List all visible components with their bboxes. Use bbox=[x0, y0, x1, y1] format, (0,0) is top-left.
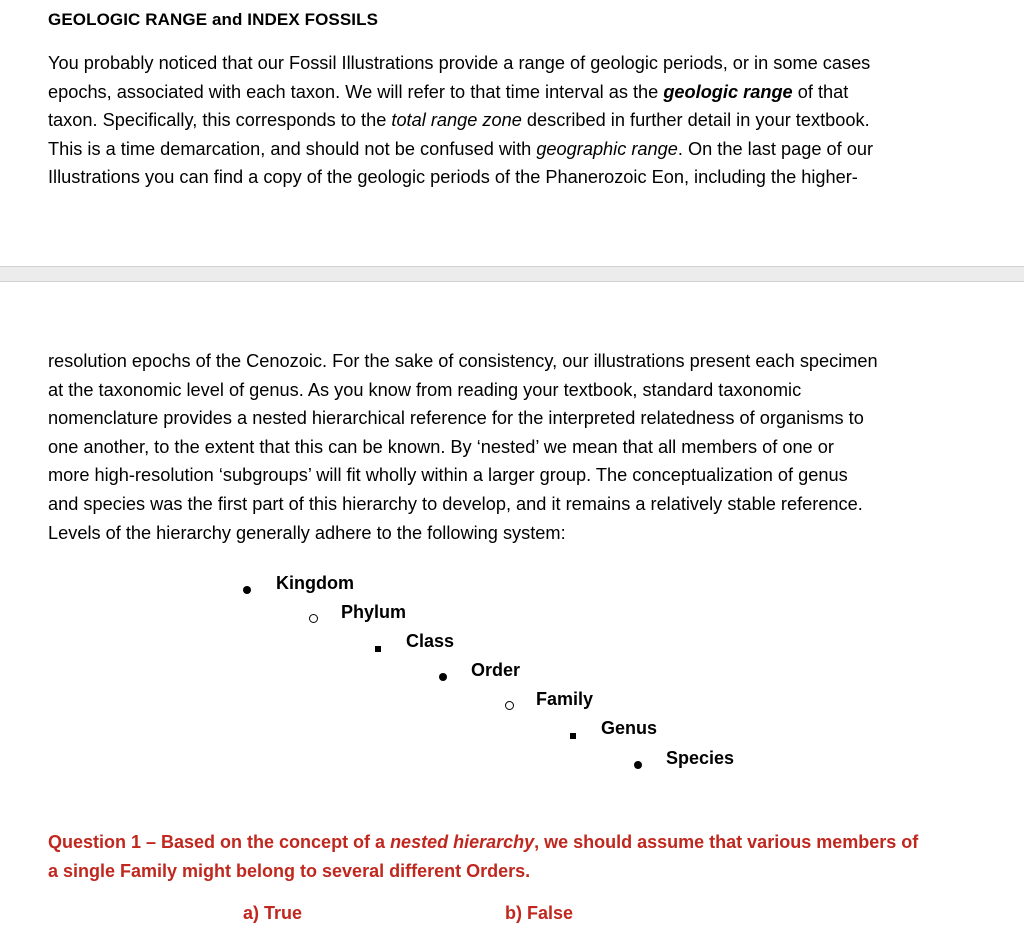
bullet-square-icon bbox=[375, 639, 381, 657]
answer-option-true[interactable]: a) True bbox=[243, 903, 303, 923]
paragraph-line: and species was the first part of this hierarchy to develop, and it remains a relatively stable reference. bbox=[48, 493, 863, 514]
paragraph-line bbox=[48, 78, 978, 107]
term-geologic-range: geologic range bbox=[663, 81, 793, 102]
hierarchy-item-class: Class bbox=[406, 631, 455, 651]
text-run: You probably noticed that our Fossil Illustrations provide a range of geologic periods, or in some cases bbox=[48, 53, 871, 73]
bullet-square-icon bbox=[570, 726, 576, 744]
paragraph-line bbox=[48, 135, 978, 164]
text-run: taxon. Specifically, this corresponds to the bbox=[48, 110, 392, 131]
text-run: epochs, associated with each taxon. We will refer to that time interval as the bbox=[48, 81, 664, 102]
question-line: a single Family might belong to several different Orders. bbox=[48, 861, 531, 881]
hierarchy-item-kingdom: Kingdom bbox=[276, 573, 354, 593]
bullet-circle-icon bbox=[505, 697, 514, 715]
text-run: . On the last page of our bbox=[677, 138, 874, 159]
text-run: This is a time demarcation, and should not be confused with bbox=[48, 138, 537, 159]
term-total-range-zone: total range zone bbox=[391, 110, 522, 131]
question-line bbox=[48, 828, 988, 857]
question-1-prompt bbox=[48, 828, 988, 886]
paragraph-line: resolution epochs of the Cenozoic. For the sake of consistency, our illustrations present each specimen bbox=[48, 351, 878, 371]
text-run: Question 1 – Based on the concept of a bbox=[48, 832, 391, 852]
text-run: , we should assume that various members of bbox=[534, 832, 919, 852]
hierarchy-item-genus: Genus bbox=[601, 718, 658, 738]
hierarchy-item-species: Species bbox=[666, 748, 735, 768]
hierarchy-item-phylum: Phylum bbox=[341, 602, 407, 622]
page-break-gap bbox=[0, 266, 1024, 282]
text-run: of that bbox=[792, 81, 849, 102]
answer-option-false[interactable]: b) False bbox=[505, 903, 574, 923]
text-run: described in further detail in your textbook. bbox=[521, 110, 870, 131]
document-page-bottom bbox=[0, 282, 1024, 932]
bullet-dot-icon bbox=[243, 581, 251, 599]
paragraph-line: Levels of the hierarchy generally adhere to the following system: bbox=[48, 522, 566, 543]
intro-paragraph bbox=[48, 49, 978, 192]
bullet-circle-icon bbox=[309, 610, 318, 628]
paragraph-line: nomenclature provides a nested hierarchical reference for the interpreted relatedness of organisms to bbox=[48, 408, 864, 429]
bullet-dot-icon bbox=[439, 668, 447, 686]
paragraph-line bbox=[48, 49, 978, 78]
paragraph-line bbox=[48, 163, 978, 192]
term-nested-hierarchy: nested hierarchy bbox=[390, 832, 535, 852]
term-geographic-range: geographic range bbox=[536, 138, 678, 159]
paragraph-line: more high-resolution ‘subgroups’ will fit wholly within a larger group. The conceptualization of genus bbox=[48, 465, 848, 486]
hierarchy-item-family: Family bbox=[536, 689, 594, 709]
document-page-top bbox=[0, 0, 1024, 266]
bullet-dot-icon bbox=[634, 756, 642, 774]
paragraph-line bbox=[48, 106, 978, 135]
hierarchy-item-order: Order bbox=[471, 660, 521, 680]
text-run: Illustrations you can find a copy of the geologic periods of the Phanerozoic Eon, including the higher- bbox=[48, 167, 858, 188]
paragraph-line: one another, to the extent that this can be known. By ‘nested’ we mean that all members of one or bbox=[48, 436, 834, 457]
continued-paragraph bbox=[48, 347, 978, 547]
paragraph-line: at the taxonomic level of genus. As you know from reading your textbook, standard taxonomic bbox=[48, 379, 802, 400]
section-heading: GEOLOGIC RANGE and INDEX FOSSILS bbox=[48, 10, 379, 29]
